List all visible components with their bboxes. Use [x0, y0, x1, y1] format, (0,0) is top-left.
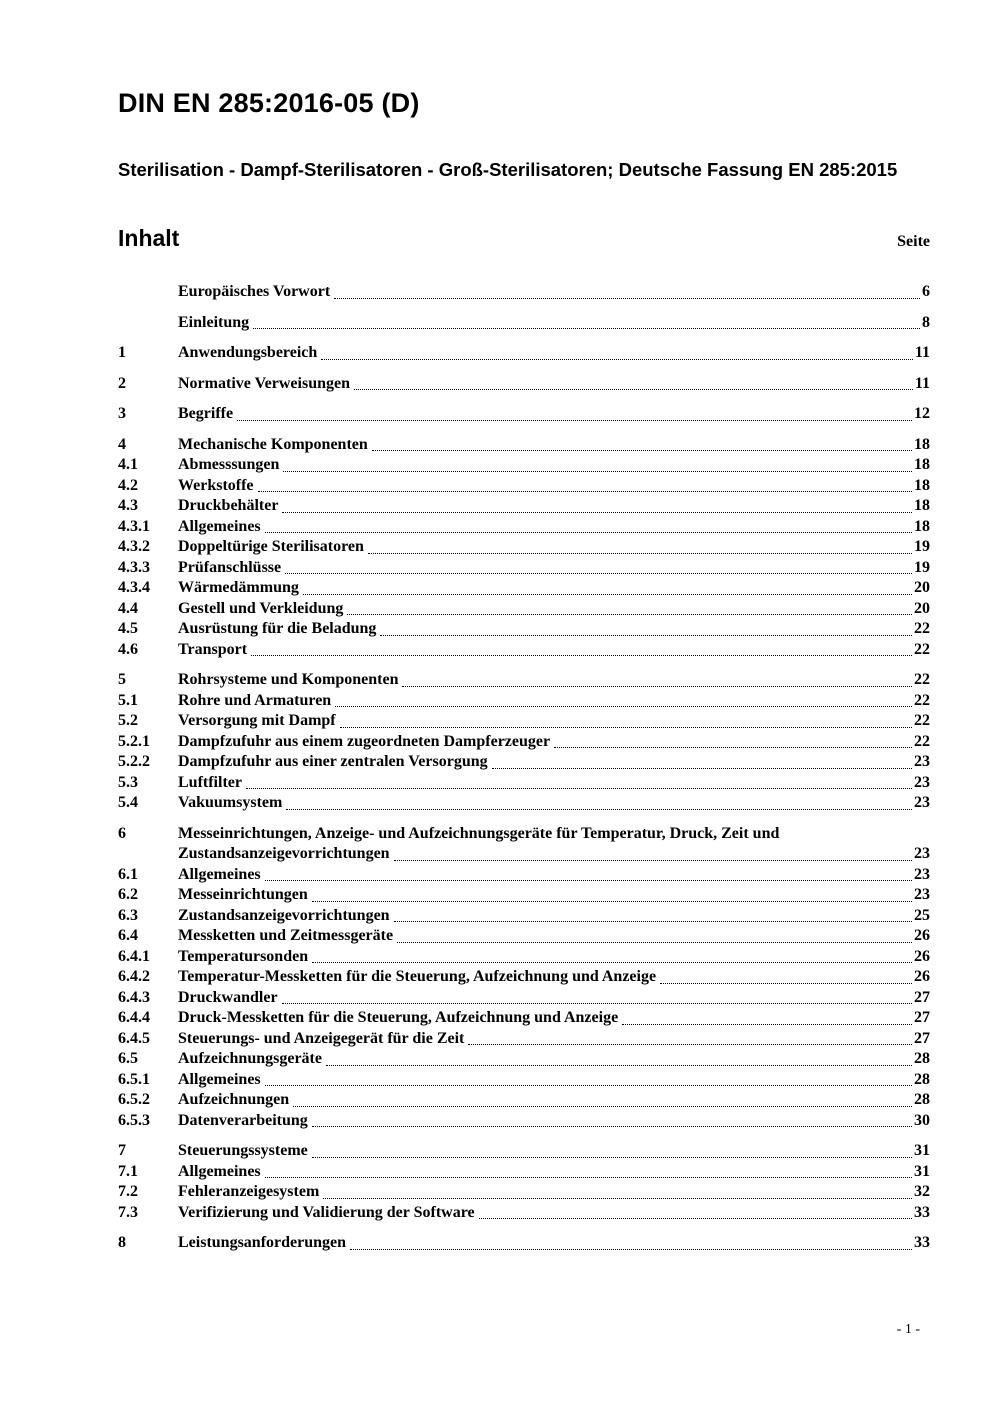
toc-entry-label: Werkstoffe	[178, 476, 254, 494]
toc-entry	[118, 1111, 930, 1132]
toc-entry-number: 8	[118, 1234, 126, 1251]
toc-entry-page: 23	[914, 753, 930, 770]
toc-group	[118, 1233, 930, 1254]
toc-entry	[118, 619, 930, 640]
toc-entry-number: 2	[118, 374, 126, 392]
toc-entry-page: 22	[914, 712, 930, 729]
toc-dotted-leader	[326, 1065, 912, 1066]
toc-entry-label: Allgemeines	[178, 517, 261, 535]
toc-entry-label: Dampfzufuhr aus einem zugeordneten Dampferzeuger	[178, 732, 551, 750]
toc-entry	[118, 844, 930, 865]
toc-entry-number: 4.4	[118, 599, 138, 617]
toc-entry-number: 4	[118, 435, 126, 453]
toc-dotted-leader	[246, 788, 912, 789]
toc-entry-number: 7.1	[118, 1162, 138, 1180]
toc-dotted-leader	[394, 860, 912, 861]
toc-entry-number: 4.3	[118, 497, 138, 514]
toc-entry-label: Leistungsanforderungen	[178, 1234, 347, 1251]
toc-entry-page: 27	[914, 1009, 930, 1026]
toc-entry-label: Luftfilter	[178, 773, 242, 791]
toc-entry	[118, 885, 930, 906]
toc-dotted-leader	[350, 1249, 912, 1250]
toc-heading: Inhalt	[118, 225, 180, 251]
toc-entry-page: 19	[914, 558, 930, 576]
toc-entry	[118, 558, 930, 579]
toc-entry-label: Messketten und Zeitmessgeräte	[178, 927, 394, 944]
toc-entry-page: 33	[914, 1203, 930, 1221]
toc-dotted-leader	[402, 686, 912, 687]
toc-group	[118, 313, 930, 334]
toc-entry-label: Mechanische Komponenten	[178, 435, 368, 453]
toc-entry-label: Transport	[178, 640, 248, 658]
toc-entry	[118, 906, 930, 927]
toc-entry-label: Allgemeines	[178, 1070, 261, 1088]
toc-entry-page: 30	[914, 1111, 930, 1129]
toc-entry-label: Wärmedämmung	[178, 579, 299, 596]
toc-dotted-leader	[282, 1003, 912, 1004]
toc-entry	[118, 1070, 930, 1091]
toc-dotted-leader	[340, 727, 912, 728]
toc-entry-label: Verifizierung und Validierung der Software	[178, 1203, 475, 1221]
toc-page-column-label: Seite	[897, 233, 930, 250]
toc-dotted-leader	[265, 532, 912, 533]
toc-dotted-leader	[380, 635, 912, 636]
toc-entry-page: 18	[914, 476, 930, 494]
toc-entry	[118, 947, 930, 968]
toc-entry-number: 5	[118, 671, 126, 688]
toc-entry-page: 11	[914, 374, 930, 392]
toc-group	[118, 670, 930, 814]
toc-entry-label: Begriffe	[178, 405, 234, 422]
toc-dotted-leader	[253, 328, 920, 329]
toc-group	[118, 435, 930, 661]
toc-group	[118, 404, 930, 425]
toc-entry-label: Zustandsanzeigevorrichtungen	[178, 845, 390, 862]
toc-entry	[118, 752, 930, 773]
toc-dotted-leader	[372, 450, 912, 451]
toc-dotted-leader	[258, 491, 912, 492]
toc-entry-label: Messeinrichtungen, Anzeige- und Aufzeichnungsgeräte für Temperatur, Druck, Zeit und	[178, 824, 780, 842]
toc-entry	[118, 496, 930, 517]
toc-entry-label: Zustandsanzeigevorrichtungen	[178, 906, 390, 924]
toc-dotted-leader	[265, 880, 912, 881]
toc-dotted-leader	[468, 1044, 912, 1045]
toc-dotted-leader	[354, 389, 913, 390]
toc-dotted-leader	[312, 1157, 912, 1158]
toc-entry-number: 6.5.3	[118, 1111, 150, 1129]
toc-entry	[118, 599, 930, 620]
toc-entry-label: Einleitung	[178, 313, 250, 331]
toc-entry-page: 25	[914, 906, 930, 924]
toc-entry	[118, 711, 930, 732]
toc-entry-label: Europäisches Vorwort	[178, 283, 331, 300]
toc-entry-page: 20	[914, 579, 930, 596]
toc-entry-label: Gestell und Verkleidung	[178, 599, 344, 617]
toc-entry-label: Ausrüstung für die Beladung	[178, 620, 377, 637]
toc-entry-label: Normative Verweisungen	[178, 374, 350, 392]
toc-group	[118, 1141, 930, 1223]
toc-entry	[118, 773, 930, 794]
toc-entry-label: Allgemeines	[178, 1162, 261, 1180]
toc-entry-number: 7.3	[118, 1203, 138, 1221]
toc-entry-label: Temperatur-Messketten für die Steuerung, Aufzeichnung und Anzeige	[178, 968, 657, 985]
toc-entry-number: 5.1	[118, 691, 138, 709]
toc-entry-label: Messeinrichtungen	[178, 886, 308, 903]
toc-entry	[118, 732, 930, 753]
toc-dotted-leader	[312, 1126, 912, 1127]
toc-entry-number: 6.5.2	[118, 1091, 150, 1108]
toc-entry-label: Druckbehälter	[178, 497, 279, 514]
toc-entry-number: 5.2.1	[118, 732, 150, 750]
toc-entry-label: Vakuumsystem	[178, 794, 283, 811]
toc-entry-number: 5.3	[118, 773, 138, 791]
toc-entry-page: 33	[914, 1234, 930, 1251]
toc-entry-label: Rohre und Armaturen	[178, 691, 332, 709]
toc-entry-number: 4.2	[118, 476, 138, 494]
toc-entry-page: 23	[914, 865, 930, 883]
toc-group	[118, 824, 930, 1132]
toc-dotted-leader	[479, 1218, 912, 1219]
toc-entry-page: 31	[914, 1162, 930, 1180]
toc-dotted-leader	[622, 1024, 912, 1025]
toc-entry-page: 26	[914, 968, 930, 985]
toc-entry-page: 27	[914, 1029, 930, 1047]
toc-dotted-leader	[293, 1106, 912, 1107]
toc-entry	[118, 282, 930, 303]
toc-entry	[118, 1090, 930, 1111]
toc-entry-page: 32	[914, 1183, 930, 1200]
toc-entry-number: 7	[118, 1142, 126, 1159]
toc-dotted-leader	[237, 420, 912, 421]
toc-entry-number: 3	[118, 405, 126, 422]
toc-dotted-leader	[321, 359, 913, 360]
toc-entry-page: 23	[914, 845, 930, 862]
toc-entry	[118, 374, 930, 395]
toc-entry-label: Abmesssungen	[178, 456, 280, 473]
toc-entry-number: 6.2	[118, 886, 138, 903]
toc-entry-label: Steuerungssysteme	[178, 1142, 308, 1159]
toc-entry	[118, 476, 930, 497]
toc-entry-page: 8	[922, 313, 930, 331]
toc-entry-number: 6	[118, 824, 126, 842]
toc-entry-page: 26	[914, 927, 930, 944]
toc-dotted-leader	[347, 614, 912, 615]
toc-entry-page: 22	[914, 620, 930, 637]
toc-entry-page: 28	[914, 1050, 930, 1067]
toc-entry-number: 6.4.4	[118, 1009, 150, 1026]
toc-entry	[118, 967, 930, 988]
toc-entry-page: 18	[914, 456, 930, 473]
toc-entry	[118, 343, 930, 364]
toc-dotted-leader	[492, 768, 912, 769]
toc-entry	[118, 435, 930, 456]
toc-dotted-leader	[660, 983, 912, 984]
toc-dotted-leader	[283, 471, 912, 472]
toc-dotted-leader	[368, 553, 912, 554]
toc-group	[118, 374, 930, 395]
toc-entry	[118, 1049, 930, 1070]
toc-dotted-leader	[334, 298, 920, 299]
toc-entry-page: 22	[914, 640, 930, 658]
toc-entry-number: 4.6	[118, 640, 138, 658]
toc-dotted-leader	[251, 655, 912, 656]
toc-entry-number: 5.4	[118, 794, 138, 811]
toc-entry-label: Anwendungsbereich	[178, 344, 318, 361]
toc-dotted-leader	[323, 1198, 912, 1199]
toc-entry	[118, 1162, 930, 1183]
toc-entry-number: 5.2	[118, 712, 138, 729]
toc-dotted-leader	[397, 942, 912, 943]
toc-entry-page: 18	[914, 435, 930, 453]
toc-entry-number: 4.3.3	[118, 558, 150, 576]
toc-entry-label: Doppeltürige Sterilisatoren	[178, 538, 364, 555]
toc-entry	[118, 824, 930, 845]
toc-dotted-leader	[312, 962, 912, 963]
toc-list	[118, 282, 930, 1254]
toc-entry-number: 6.4.1	[118, 947, 150, 965]
toc-entry-label: Prüfanschlüsse	[178, 558, 282, 576]
toc-entry-label: Dampfzufuhr aus einer zentralen Versorgung	[178, 753, 488, 770]
toc-entry-page: 12	[914, 405, 930, 422]
toc-entry-page: 20	[914, 599, 930, 617]
toc-entry-page: 23	[914, 886, 930, 903]
toc-entry-label: Steuerungs- und Anzeigegerät für die Zeit	[178, 1029, 465, 1047]
toc-dotted-leader	[335, 706, 912, 707]
toc-entry-label: Aufzeichnungsgeräte	[178, 1050, 322, 1067]
toc-entry-number: 5.2.2	[118, 753, 150, 770]
toc-dotted-leader	[303, 594, 912, 595]
toc-entry-page: 31	[914, 1142, 930, 1159]
toc-entry-number: 4.3.2	[118, 538, 150, 555]
toc-entry-number: 6.5.1	[118, 1070, 150, 1088]
toc-entry-page: 23	[914, 794, 930, 811]
document-number-title: DIN EN 285:2016-05 (D)	[118, 88, 420, 118]
toc-entry-number: 4.1	[118, 456, 138, 473]
toc-entry-number: 6.4	[118, 927, 138, 944]
toc-entry	[118, 537, 930, 558]
toc-dotted-leader	[265, 1177, 912, 1178]
toc-entry-label: Druckwandler	[178, 988, 278, 1006]
document-title: Sterilisation - Dampf-Sterilisatoren - Groß-Sterilisatoren; Deutsche Fassung EN 285:2015	[118, 159, 898, 180]
toc-dotted-leader	[554, 747, 912, 748]
toc-entry-label: Aufzeichnungen	[178, 1091, 290, 1108]
toc-entry-number: 6.1	[118, 865, 138, 883]
toc-entry	[118, 517, 930, 538]
toc-entry	[118, 1141, 930, 1162]
toc-entry	[118, 1203, 930, 1224]
toc-entry	[118, 865, 930, 886]
toc-entry-page: 6	[922, 283, 930, 300]
footer-page-number: - 1 -	[896, 1322, 920, 1337]
toc-entry-number: 6.4.3	[118, 988, 150, 1006]
toc-entry	[118, 1008, 930, 1029]
toc-entry-page: 22	[914, 671, 930, 688]
toc-entry	[118, 404, 930, 425]
toc-entry-page: 28	[914, 1070, 930, 1088]
toc-entry-page: 18	[914, 497, 930, 514]
toc-entry-number: 6.5	[118, 1050, 138, 1067]
toc-group	[118, 282, 930, 303]
toc-dotted-leader	[394, 921, 912, 922]
toc-entry-number: 4.5	[118, 620, 138, 637]
toc-entry	[118, 1233, 930, 1254]
toc-entry	[118, 793, 930, 814]
toc-header	[118, 225, 930, 252]
toc-entry-label: Rohrsysteme und Komponenten	[178, 671, 399, 688]
toc-entry	[118, 1029, 930, 1050]
toc-entry-number: 6.4.2	[118, 968, 150, 985]
toc-entry	[118, 926, 930, 947]
toc-group	[118, 343, 930, 364]
document-page	[118, 0, 930, 1254]
toc-entry-number: 7.2	[118, 1183, 138, 1200]
toc-dotted-leader	[285, 573, 912, 574]
toc-entry-page: 26	[914, 947, 930, 965]
toc-entry-number: 4.3.4	[118, 579, 150, 596]
toc-entry-label: Druck-Messketten für die Steuerung, Aufzeichnung und Anzeige	[178, 1009, 619, 1026]
toc-entry-number: 6.4.5	[118, 1029, 150, 1047]
toc-entry	[118, 988, 930, 1009]
toc-entry-label: Datenverarbeitung	[178, 1111, 308, 1129]
toc-entry	[118, 455, 930, 476]
toc-entry-number: 6.3	[118, 906, 138, 924]
toc-entry	[118, 691, 930, 712]
toc-entry-label: Temperatursonden	[178, 947, 309, 965]
toc-entry-page: 28	[914, 1091, 930, 1108]
toc-entry-number: 1	[118, 344, 126, 361]
toc-entry	[118, 313, 930, 334]
toc-entry-page: 18	[914, 517, 930, 535]
toc-entry-page: 27	[914, 988, 930, 1006]
toc-entry	[118, 640, 930, 661]
toc-entry-page: 22	[914, 691, 930, 709]
toc-entry-label: Fehleranzeigesystem	[178, 1183, 320, 1200]
toc-dotted-leader	[286, 809, 912, 810]
toc-entry-page: 11	[914, 344, 930, 361]
toc-entry	[118, 578, 930, 599]
toc-entry	[118, 1182, 930, 1203]
toc-entry-page: 22	[914, 732, 930, 750]
toc-dotted-leader	[282, 512, 912, 513]
toc-entry-number: 4.3.1	[118, 517, 150, 535]
toc-entry-label: Versorgung mit Dampf	[178, 712, 336, 729]
toc-entry-label: Allgemeines	[178, 865, 261, 883]
toc-dotted-leader	[312, 901, 912, 902]
toc-entry-page: 19	[914, 538, 930, 555]
toc-dotted-leader	[265, 1085, 912, 1086]
toc-entry-page: 23	[914, 773, 930, 791]
toc-entry	[118, 670, 930, 691]
